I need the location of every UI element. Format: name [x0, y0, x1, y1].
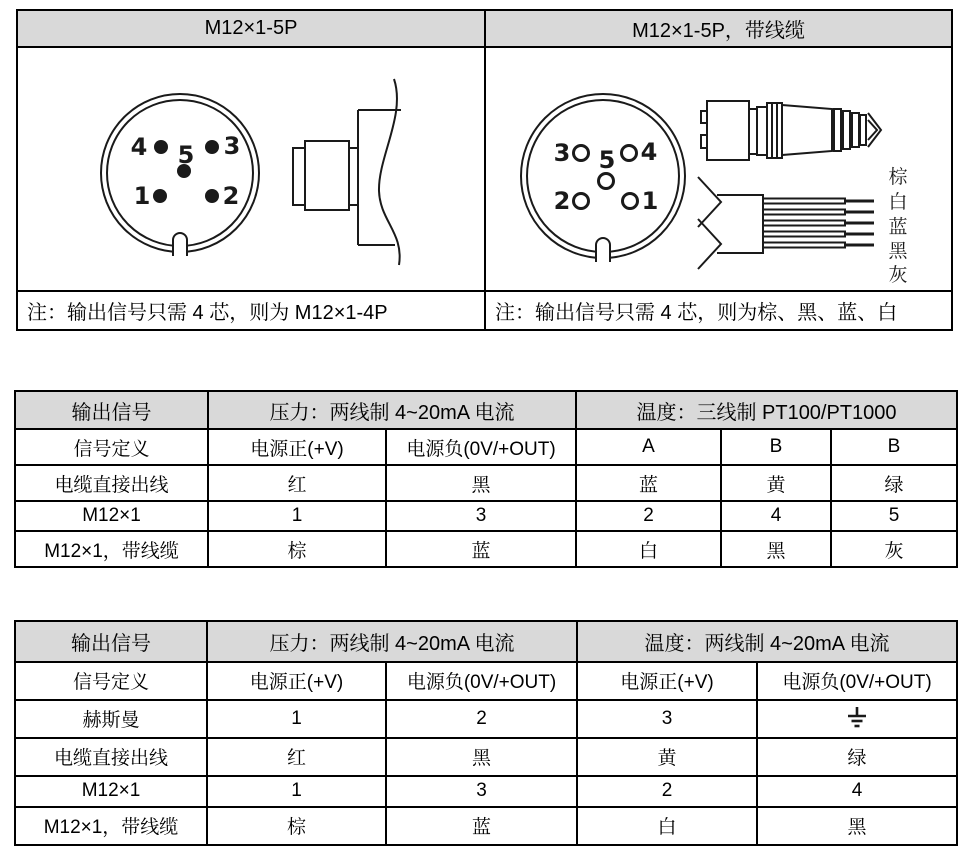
t2-cell: 2: [386, 700, 577, 738]
wiring-table-pressure-pt100: [14, 390, 958, 568]
wire-color-labels: [888, 166, 908, 286]
wiring-table-pressure-temperature-current: [14, 620, 958, 846]
diagram-cell-left: [17, 47, 485, 291]
wire-label-black: 黑: [888, 241, 908, 262]
t1-cell: B: [721, 429, 831, 465]
t1-cell: 电源正(+V): [208, 429, 386, 465]
t1-cell: 2: [576, 501, 721, 531]
t2-header-pressure: 压力：两线制 4~20mA 电流: [207, 621, 577, 662]
table-row: [15, 429, 957, 465]
device-body-curve: [379, 79, 400, 265]
t2-cell: 电源负(0V/+OUT): [386, 662, 577, 700]
pin-4-socket: [622, 146, 637, 161]
cable-jacket: [717, 195, 763, 253]
table-row: [15, 531, 957, 567]
pin-label-5: 5: [598, 146, 616, 174]
t2-cell: 1: [207, 776, 386, 807]
t2-cell: 黑: [757, 807, 957, 845]
cable-plug-side-view: [701, 101, 881, 160]
t2-cell: 黑: [386, 738, 577, 776]
t1-cell: 3: [386, 501, 576, 531]
pin-3-socket: [574, 146, 589, 161]
table-row: [15, 465, 957, 501]
connector-panel: [16, 9, 953, 331]
pin-1-dot: [153, 189, 167, 203]
t2-row-label: M12×1: [15, 776, 207, 807]
pin-1-socket: [623, 194, 638, 209]
pin-3-dot: [205, 140, 219, 154]
t2-cell: 白: [577, 807, 757, 845]
pin-5-socket: [599, 174, 614, 189]
t1-row-label: M12×1，带线缆: [15, 531, 208, 567]
wire-leads: [763, 199, 874, 248]
connector-5p-diagram: [18, 49, 482, 289]
cable-break-chevron-2: [698, 219, 721, 269]
wire-label-gray: 灰: [888, 265, 908, 286]
pin-label-3: 3: [553, 139, 571, 167]
wire-label-brown: 棕: [888, 167, 908, 188]
t2-row-label: 电缆直接出线: [15, 738, 207, 776]
t2-cell: 4: [757, 776, 957, 807]
t2-cell: 2: [577, 776, 757, 807]
diagram-cell-right: [485, 47, 952, 291]
t1-header-temperature: 温度：三线制 PT100/PT1000: [576, 391, 957, 429]
t1-cell: 黑: [721, 531, 831, 567]
pin-label-4: 4: [640, 138, 658, 166]
panel-note-right: 注：输出信号只需 4 芯，则为棕、黑、蓝、白: [485, 291, 952, 330]
table-row: [15, 700, 957, 738]
t2-row-label: M12×1，带线缆: [15, 807, 207, 845]
panel-header-m12-5p: M12×1-5P: [17, 10, 485, 47]
cable-break-zigzag: [868, 113, 881, 147]
t2-cell: 绿: [757, 738, 957, 776]
pin-2-socket: [574, 194, 589, 209]
t1-cell: 黄: [721, 465, 831, 501]
keyway-notch: [173, 233, 187, 256]
t2-cell: 电源负(0V/+OUT): [757, 662, 957, 700]
t1-cell: A: [576, 429, 721, 465]
pin-label-1: 1: [641, 187, 659, 215]
t2-cell: 黄: [577, 738, 757, 776]
t1-cell: 红: [208, 465, 386, 501]
pin-label-3: 3: [223, 132, 241, 160]
t2-row-label: 赫斯曼: [15, 700, 207, 738]
t2-cell: 棕: [207, 807, 386, 845]
t2-ground-cell: [757, 700, 957, 738]
t2-cell: 红: [207, 738, 386, 776]
pin-4-dot: [154, 140, 168, 154]
table-row: [15, 501, 957, 531]
t2-cell: 电源正(+V): [207, 662, 386, 700]
t2-header-output-signal: 输出信号: [15, 621, 207, 662]
t2-header-temperature: 温度：两线制 4~20mA 电流: [577, 621, 957, 662]
pin-label-4: 4: [130, 133, 148, 161]
t1-cell: 电源负(0V/+OUT): [386, 429, 576, 465]
wire-label-white: 白: [888, 192, 908, 213]
t1-header-pressure: 压力：两线制 4~20mA 电流: [208, 391, 576, 429]
t2-cell: 3: [577, 700, 757, 738]
t2-cell: 1: [207, 700, 386, 738]
t1-cell: 蓝: [386, 531, 576, 567]
t1-row-label: 信号定义: [15, 429, 208, 465]
t1-cell: 棕: [208, 531, 386, 567]
table-row: [15, 776, 957, 807]
t2-row-label: 信号定义: [15, 662, 207, 700]
pin-label-5: 5: [177, 141, 195, 169]
t1-header-output-signal: 输出信号: [15, 391, 208, 429]
wire-label-blue: 蓝: [888, 217, 908, 238]
connector-side-view: [293, 79, 401, 265]
t1-cell: 灰: [831, 531, 957, 567]
t1-cell: 白: [576, 531, 721, 567]
t1-cell: 黑: [386, 465, 576, 501]
pin-label-1: 1: [133, 182, 151, 210]
t1-row-label: 电缆直接出线: [15, 465, 208, 501]
t1-cell: 4: [721, 501, 831, 531]
t2-cell: 蓝: [386, 807, 577, 845]
cable-flying-leads: [698, 177, 874, 269]
table-row: [15, 738, 957, 776]
t1-cell: B: [831, 429, 957, 465]
pin-label-2: 2: [553, 187, 571, 215]
t1-cell: 1: [208, 501, 386, 531]
t2-cell: 电源正(+V): [577, 662, 757, 700]
panel-header-m12-5p-cable: M12×1-5P，带线缆: [485, 10, 952, 47]
table-row: [15, 662, 957, 700]
earth-ground-icon: [846, 707, 868, 731]
table-row: [15, 807, 957, 845]
keyway-notch: [596, 238, 610, 262]
t2-cell: 3: [386, 776, 577, 807]
cable-break-chevron-1: [698, 177, 721, 227]
connector-5p-cable-diagram: [486, 49, 948, 289]
t1-row-label: M12×1: [15, 501, 208, 531]
pin-label-2: 2: [222, 182, 240, 210]
panel-note-left: 注：输出信号只需 4 芯，则为 M12×1-4P: [17, 291, 485, 330]
t1-cell: 绿: [831, 465, 957, 501]
pin-2-dot: [205, 189, 219, 203]
t1-cell: 5: [831, 501, 957, 531]
t1-cell: 蓝: [576, 465, 721, 501]
